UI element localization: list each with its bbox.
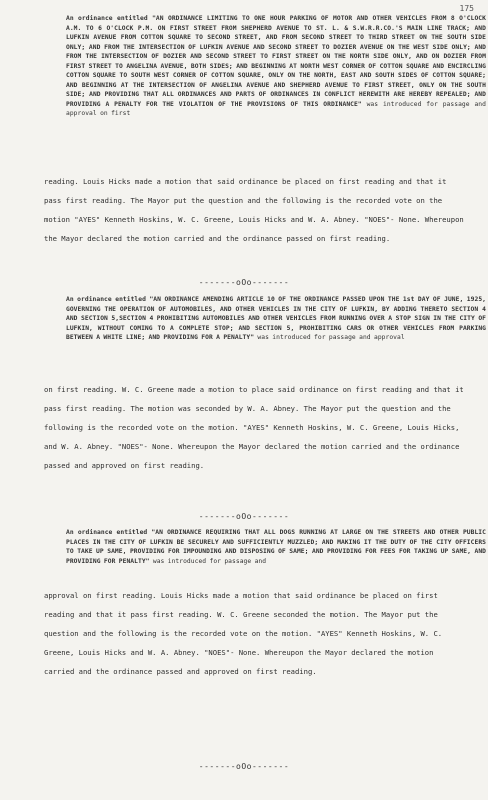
section-divider-3: -------oOo------- xyxy=(198,762,290,771)
ordinance-caps-3: An ordinance entitled "AN ORDINANCE REQUIRING THAT ALL DOGS RUNNING AT LARGE ON THE STREETS AND OTHER PUBLIC PLACES IN THE CITY OF LUFKIN BE SECURELY AND SUFFICIENTLY MUZZLED; AND MAKING IT THE DUTY OF THE CITY OFFICERS TO TAKE UP SAME, PROVIDING FOR IMPOUNDING AND DISPOSING OF SAME; AND PROVIDING FOR FEES FOR TAKING UP SAME, AND PROVIDING FOR PENALTY" xyxy=(66,529,486,565)
section-divider-2: -------oOo------- xyxy=(198,512,290,521)
ordinance-caps-2: An ordinance entitled "AN ORDINANCE AMENDING ARTICLE 10 OF THE ORDINANCE PASSED UPON THE 1st DAY OF JUNE, 1925, GOVERNING THE OPERATION OF AUTOMOBILES, AND OTHER VEHICLES IN THE CITY OF LUFKIN, BY ADDING THERETO SECTION 4 AND SECTION 5,SECTION 4 PROHIBITING AUTOMOBILES AND OTHER VEHICLES FROM RUNNING OVER A STOP SIGN IN THE CITY OF LUFKIN, WITHOUT COMING TO A COMPLETE STOP; AND SECTION 5, PROHIBITING CARS OR OTHER VEHICLES FROM PARKING BETWEEN A WHITE LINE; AND PROVIDING FOR A PENALTY" xyxy=(66,296,486,341)
ordinance-title-2 xyxy=(44,295,486,343)
ordinance-body-1: reading. Louis Hicks made a motion that said ordinance be placed on first reading and that it pass first reading. The Mayor put the question and the following is the recorded vote on the motion "AYES" Kenneth Hoskins, W. C. Greene, Louis Hicks and W. A. Abney. "NOES"- None. Whereupon the Mayor declared the motion carried and the ordinance passed on first reading. xyxy=(44,177,464,243)
ordinance-caps-tail-3: was introduced for passage and xyxy=(152,557,267,565)
ordinance-caps-tail-2: was introduced for passage and approval xyxy=(257,334,405,341)
ordinance-caps-tail-1: was introduced for passage and approval on first xyxy=(66,100,486,117)
ordinance-body-3: approval on first reading. Louis Hicks made a motion that said ordinance be placed on first reading and that it pass first reading. W. C. Greene seconded the motion. The Mayor put the question and the following is the recorded vote on the motion. "AYES" Kenneth Hoskins, W. C. Greene, Louis Hicks and W. A. Abney. "NOES"- None. Whereupon the Mayor declared the motion carried and the ordinance passed and approved on first reading. xyxy=(44,591,443,676)
ordinance-body-2: on first reading. W. C. Greene made a motion to place said ordinance on first reading and that it pass first reading. The motion was seconded by W. A. Abney. The Mayor put the question and the following is the recorded vote on the motion. "AYES" Kenneth Hoskins, W. C. Greene, Louis Hicks, and W. A. Abney. "NOES"- None. Whereupon the Mayor declared the motion carried and the ordinance passed and approved on first reading. xyxy=(44,385,464,470)
section-divider-1: -------oOo------- xyxy=(198,278,290,287)
ordinance-title-3 xyxy=(44,528,486,566)
ordinance-caps-1: An ordinance entitled "AN ORDINANCE LIMITING TO ONE HOUR PARKING OF MOTOR AND OTHER VEHICLES FROM 8 O'CLOCK A.M. TO 6 O'CLOCK P.M. ON FIRST STREET FROM SHEPHERD AVENUE TO ST. L. & S.W.R.R.CO.'S MAIN LINE TRACK; AND LUFKIN AVENUE FROM COTTON SQUARE TO SECOND STREET, AND FROM SECOND STREET TO THIRD STREET ON THE SOUTH SIDE ONLY; AND FROM THE INTERSECTION OF LUFKIN AVENUE AND SECOND STREET TO DOZIER AVENUE ON THE WEST SIDE ONLY; AND FROM THE INTERSECTION OF DOZIER AND SECOND STREET TO FIRST STREET ON THE NORTH SIDE ONLY, AND ON DOZIER FROM FIRST STREET TO ANGELINA AVENUE, BOTH SIDES; AND BEGINNING AT NORTH WEST CORNER OF COTTON SQUARE AND ENCIRCLING COTTON SQUARE TO SOUTH WEST CORNER OF COTTON SQUARE, ONLY ON THE NORTH, EAST AND SOUTH SIDES OF COTTON SQUARE; AND BEGINNING AT THE INTERSECTION OF ANGELINA AVENUE AND SHEPHERD AVENUE TO FIRST STREET, ONLY ON THE SOUTH SIDE; AND PROVIDING THAT ALL ORDINANCES AND PARTS OF ORDINANCES IN CONFLICT HEREWITH ARE HEREBY REPEALED; AND PROVIDING A PENALTY FOR THE VIOLATION OF THE PROVISIONS OF THIS ORDINANCE" xyxy=(66,15,486,108)
page-number: 175 xyxy=(459,4,474,13)
ordinance-title-1 xyxy=(44,14,486,119)
